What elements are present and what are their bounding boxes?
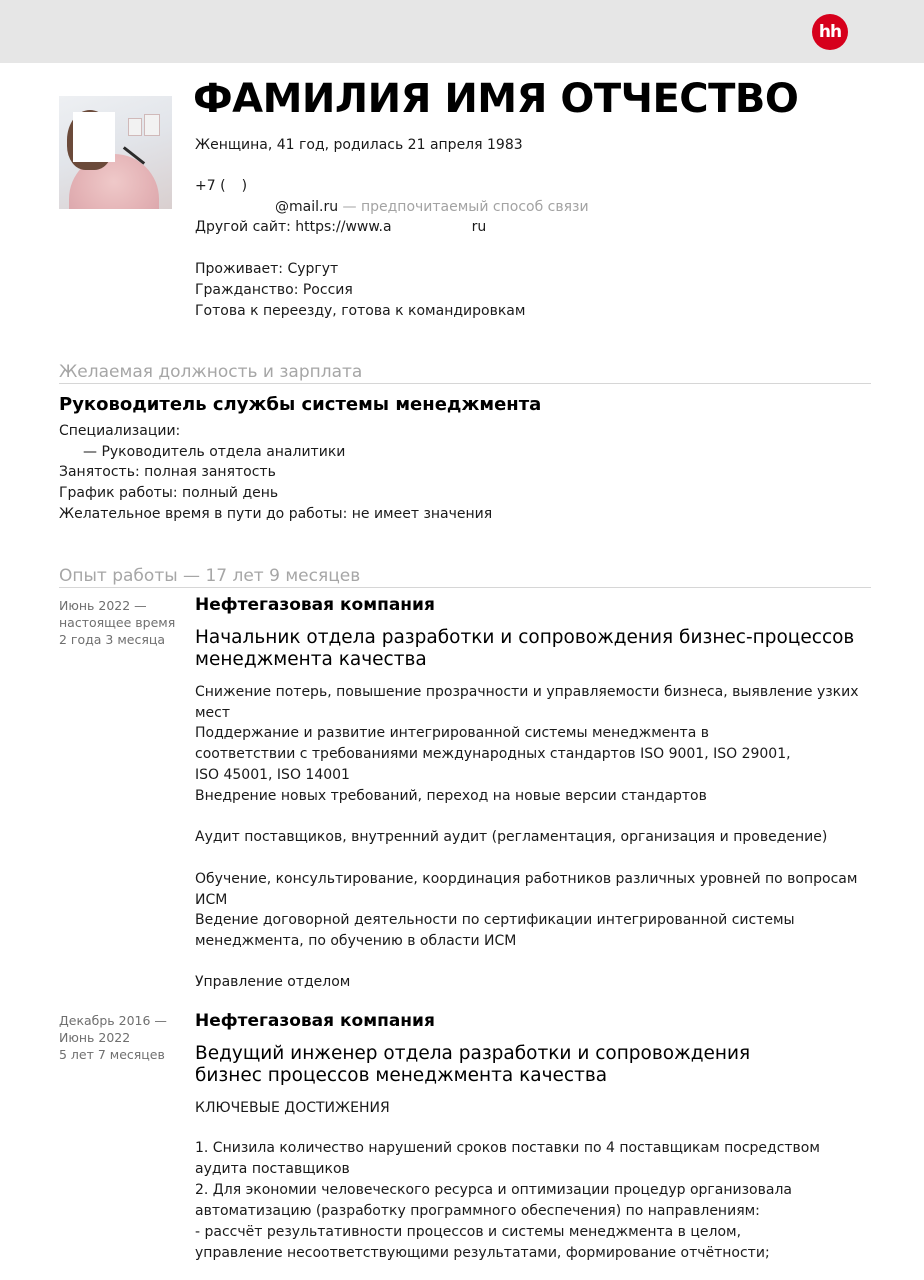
job-duty: Ведение договорной деятельности по сертификации интегрированной системы менеджмента, по обучению в области ИСМ xyxy=(195,912,795,949)
other-site-line xyxy=(195,219,486,235)
phone-tail: ) xyxy=(241,178,248,194)
profile-photo xyxy=(59,96,172,209)
full-name: ФАМИЛИЯ ИМЯ ОТЧЕСТВО xyxy=(193,76,799,122)
job-period xyxy=(59,597,184,648)
wall-frame-decoration xyxy=(128,118,142,136)
specialization-item: — Руководитель отдела аналитики xyxy=(83,444,346,460)
period-start: Декабрь 2016 — xyxy=(59,1013,167,1028)
job-duty: Управление отделом xyxy=(195,974,351,990)
achievement-item: - рассчёт результативности процессов и системы менеджмента в целом, управление несоответствующими результатами, формирование отчётности; xyxy=(195,1224,770,1261)
company-name: Нефтегазовая компания xyxy=(195,1011,435,1031)
achievement-item: 1. Снизила количество нарушений сроков поставки по 4 поставщикам посредством аудита поставщиков xyxy=(195,1140,820,1177)
experience-section-title: Опыт работы — 17 лет 9 месяцев xyxy=(59,566,871,588)
commute: Желательное время в пути до работы: не имеет значения xyxy=(59,506,493,522)
other-site-label[interactable]: Другой сайт: https://www.a xyxy=(195,219,392,235)
job-duty: Внедрение новых требований, переход на новые версии стандартов xyxy=(195,788,707,804)
citizenship: Гражданство: Россия xyxy=(195,282,353,298)
email-line xyxy=(195,199,589,215)
wall-frame-decoration xyxy=(144,114,160,136)
job-duty: Снижение потерь, повышение прозрачности и управляемости бизнеса, выявление узких мест xyxy=(195,684,859,721)
other-site-tail[interactable]: ru xyxy=(471,219,487,235)
face-redaction xyxy=(73,112,115,162)
desired-position: Руководитель службы системы менеджмента xyxy=(59,394,542,415)
period-start: Июнь 2022 — xyxy=(59,598,147,613)
specializations-label: Специализации: xyxy=(59,423,181,439)
job-duty: Аудит поставщиков, внутренний аудит (регламентация, организация и проведение) xyxy=(195,829,828,845)
relocation: Готова к переезду, готова к командировкам xyxy=(195,303,526,319)
person-summary: Женщина, 41 год, родилась 21 апреля 1983 xyxy=(195,137,523,153)
period-end: настоящее время xyxy=(59,615,176,630)
period-end: Июнь 2022 xyxy=(59,1030,131,1045)
job-duty: Обучение, консультирование, координация работников различных уровней по вопросам ИСМ xyxy=(195,871,858,908)
achievements-label: КЛЮЧЕВЫЕ ДОСТИЖЕНИЯ xyxy=(195,1100,390,1116)
job-title: Начальник отдела разработки и сопровождения бизнес-процессов менеджмента качества xyxy=(195,627,855,670)
top-bar xyxy=(0,0,924,63)
residence: Проживает: Сургут xyxy=(195,261,339,277)
phone-line xyxy=(195,178,247,194)
email-link[interactable]: @mail.ru xyxy=(275,199,339,215)
job-duty: Поддержание и развитие интегрированной системы менеджмента в соответствии с требованиями международных стандартов ISO 9001, ISO 29001, ISO 45001, ISO 14001 xyxy=(195,725,791,783)
job-title: Ведущий инженер отдела разработки и сопровождения бизнес процессов менеджмента качества xyxy=(195,1043,751,1086)
employment: Занятость: полная занятость xyxy=(59,464,276,480)
period-duration: 2 года 3 месяца xyxy=(59,632,166,647)
period-duration: 5 лет 7 месяцев xyxy=(59,1047,165,1062)
achievement-item: 2. Для экономии человеческого ресурса и оптимизации процедур организовала автоматизацию (разработку программного обеспечения) по направлениям: xyxy=(195,1182,792,1219)
company-name: Нефтегазовая компания xyxy=(195,595,435,615)
email-note: — предпочитаемый способ связи xyxy=(338,199,589,215)
hh-logo[interactable]: hh xyxy=(812,14,848,50)
schedule: График работы: полный день xyxy=(59,485,279,501)
job-period xyxy=(59,1012,184,1063)
phone-prefix: +7 ( xyxy=(195,178,226,194)
desired-section-title: Желаемая должность и зарплата xyxy=(59,362,871,384)
